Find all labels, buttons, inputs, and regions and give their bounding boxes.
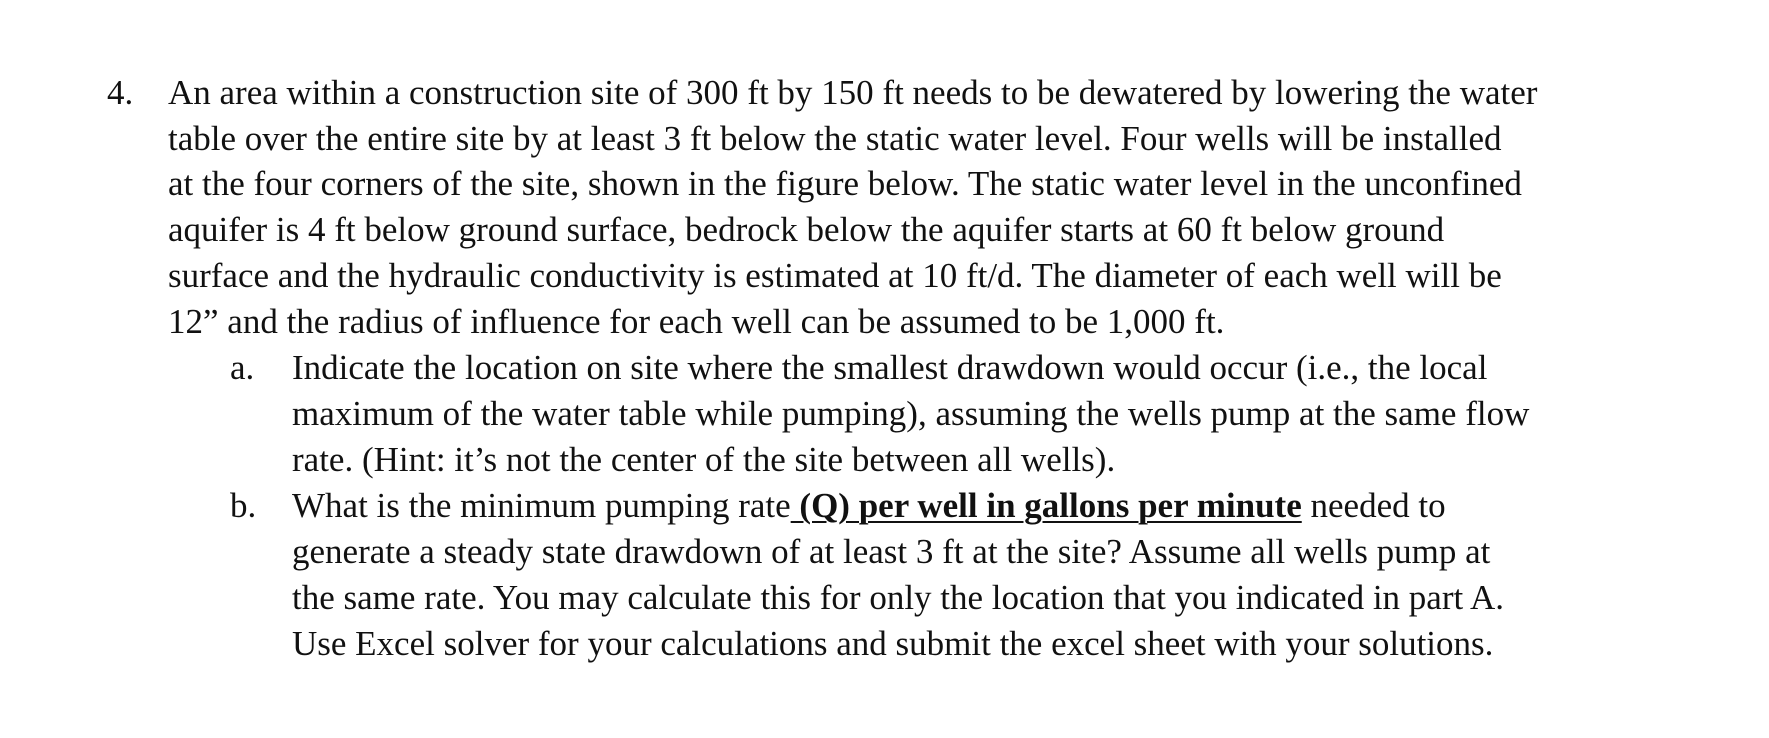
part-a-label: a. xyxy=(230,348,255,387)
question-line: surface and the hydraulic conductivity is estimated at 10 ft/d. The diameter of each well will be xyxy=(168,256,1502,295)
part-b-label: b. xyxy=(230,486,257,525)
question-line: An area within a construction site of 300 ft by 150 ft needs to be dewatered by lowering the water xyxy=(168,73,1538,112)
part-b-text: needed to xyxy=(1301,486,1446,525)
part-b-line: generate a steady state drawdown of at least 3 ft at the site? Assume all wells pump at xyxy=(292,532,1491,571)
question-line: 12” and the radius of influence for each well can be assumed to be 1,000 ft. xyxy=(168,302,1225,341)
part-b-text: What is the minimum pumping rate xyxy=(292,486,791,525)
part-b-line: the same rate. You may calculate this for only the location that you indicated in part A. xyxy=(292,578,1505,617)
part-a-line: rate. (Hint: it’s not the center of the site between all wells). xyxy=(292,440,1116,479)
part-b-line: Use Excel solver for your calculations and submit the excel sheet with your solutions. xyxy=(292,624,1494,663)
part-b-line-1 xyxy=(292,483,1446,529)
part-a-line: Indicate the location on site where the smallest drawdown would occur (i.e., the local xyxy=(292,348,1488,387)
question-line: table over the entire site by at least 3 ft below the static water level. Four wells will be installed xyxy=(168,119,1502,158)
question-line: at the four corners of the site, shown in the figure below. The static water level in the unconfined xyxy=(168,164,1522,203)
question-number: 4. xyxy=(107,73,134,112)
question-line: aquifer is 4 ft below ground surface, bedrock below the aquifer starts at 60 ft below ground xyxy=(168,210,1445,249)
emphasized-phrase: (Q) per well in gallons per minute xyxy=(790,486,1302,525)
part-a-line: maximum of the water table while pumping), assuming the wells pump at the same flow xyxy=(292,394,1530,433)
